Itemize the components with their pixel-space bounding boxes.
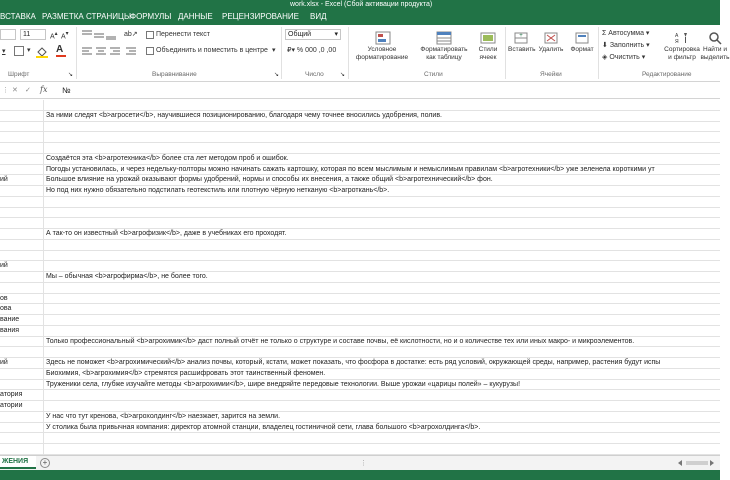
merge-dropdown-icon[interactable]: ▾ (272, 47, 276, 54)
autosum-button[interactable]: Σ Автосумма ▾ (602, 30, 650, 37)
align-left-icon[interactable] (82, 47, 138, 58)
cell-col-b[interactable] (46, 401, 720, 412)
table-row (0, 154, 720, 165)
delete-cells-icon (543, 31, 559, 45)
table-row (0, 401, 720, 412)
alignment-dialog-launcher-icon[interactable]: ↘ (274, 72, 280, 78)
number-format-select[interactable] (285, 29, 341, 40)
cell-col-b[interactable] (46, 294, 720, 305)
format-as-table-icon (436, 31, 452, 45)
separator (505, 27, 506, 79)
cell-col-a[interactable] (0, 122, 44, 133)
cell-col-b[interactable]: Создаётся эта <b>агротехника</b> более ста лет методом проб и ошибок. (46, 154, 289, 162)
fill-color-icon[interactable] (36, 46, 48, 60)
tab-insert[interactable]: ВСТАВКА (0, 12, 36, 21)
cell-col-a-text: ий (0, 176, 8, 184)
cell-col-b[interactable] (46, 326, 720, 337)
table-row (0, 390, 720, 401)
sort-filter-button[interactable] (664, 31, 700, 62)
ribbon-tabs (0, 9, 720, 25)
cell-col-b[interactable]: Мы – обычная <b>агрофирма</b>, не более того. (46, 273, 208, 280)
cell-col-a[interactable] (0, 380, 44, 391)
cell-col-b[interactable]: За ними следят <b>агросети</b>, научившиеся позиционированию, благодаря чему точнее вносились удобрения, полив. (46, 111, 442, 119)
cell-col-a[interactable] (0, 272, 44, 283)
table-row (0, 283, 720, 294)
tab-data[interactable]: ДАННЫЕ (178, 12, 213, 21)
cell-col-b[interactable] (46, 390, 720, 401)
enter-icon[interactable]: ✓ (25, 87, 31, 94)
table-row (0, 272, 720, 283)
find-select-button[interactable] (700, 31, 730, 62)
table-row (0, 358, 720, 369)
ribbon (0, 25, 730, 82)
sort-filter-label: Сортировка и фильтр (664, 46, 700, 61)
cell-col-b[interactable]: Здесь не поможет <b>агрохимический</b> анализ почвы, который, кстати, может показать, что фосфора в достатке: есть ряд условий, окружающей среды, например, растения будут испы (46, 359, 661, 366)
cell-styles-button[interactable] (474, 31, 502, 62)
cell-col-b[interactable] (46, 304, 720, 315)
cell-col-b[interactable]: Только профессиональный <b>агрохимик</b> даст полный отчёт не только о структуре и составе почвы, её кислотности, но и о количестве тех или иных макро- и микроэлементов. (46, 337, 635, 345)
table-row (0, 369, 720, 380)
cell-col-a-text: ова (0, 305, 12, 313)
cell-col-b[interactable]: Погоды установилась, и через недельку-полторы можно начинать сажать картошку, которая по всем мыслимым и немыслимым правилам <b>агротехники</b> уже зеленела короткими ут (46, 165, 655, 173)
cell-col-b[interactable] (46, 347, 720, 358)
chevron-down-icon: ▾ (334, 31, 338, 38)
tab-view[interactable]: ВИД (310, 12, 327, 21)
eraser-icon: ◈ (602, 54, 608, 61)
cell-col-a-text: атории (0, 402, 23, 409)
cell-col-b[interactable] (46, 251, 720, 262)
format-cells-label: Формат (570, 46, 594, 53)
group-label-styles: Стили (424, 71, 443, 78)
cell-col-b[interactable] (46, 143, 720, 154)
insert-cells-label: Вставить (508, 46, 536, 53)
format-cells-icon (574, 31, 590, 45)
font-size-value: 11 (23, 31, 31, 38)
cell-col-a[interactable] (0, 390, 44, 401)
table-row (0, 197, 720, 208)
worksheet-grid[interactable] (0, 100, 720, 455)
sort-filter-icon (674, 31, 690, 45)
cell-col-a-text: ий (0, 359, 8, 366)
cell-col-a[interactable] (0, 444, 44, 455)
cell-col-a[interactable] (0, 326, 44, 337)
font-grow-icon[interactable]: A▴ (50, 31, 58, 41)
svg-text:Я: Я (675, 39, 679, 45)
borders-icon[interactable] (14, 46, 24, 56)
cell-col-a[interactable] (0, 208, 44, 219)
dropdown-arrow-icon[interactable]: ▾ (27, 47, 31, 54)
clear-label: Очистить (609, 54, 640, 61)
cell-col-b[interactable] (46, 218, 720, 229)
cell-col-a[interactable] (0, 165, 44, 176)
font-name-box[interactable] (0, 29, 16, 40)
window-title: work.xlsx - Excel (Сбой активации продукта) (290, 1, 433, 8)
font-color-icon[interactable]: A (56, 44, 66, 57)
table-row (0, 143, 720, 154)
group-label-editing: Редактирование (642, 71, 692, 78)
cancel-icon[interactable]: ✕ (12, 87, 18, 94)
tab-review[interactable]: РЕЦЕНЗИРОВАНИЕ (222, 12, 299, 21)
autosum-label: Автосумма (608, 30, 644, 37)
cell-col-b[interactable] (46, 315, 720, 326)
cell-col-a[interactable] (0, 315, 44, 326)
wrap-text-button[interactable]: Перенести текст (156, 31, 210, 38)
conditional-formatting-label: Условное форматирование (355, 46, 409, 61)
find-select-label: Найти и выделить (700, 46, 730, 61)
horizontal-scrollbar[interactable] (676, 459, 716, 467)
cell-col-a[interactable] (0, 283, 44, 294)
cell-col-a[interactable] (0, 251, 44, 262)
clear-button[interactable]: ◈ Очистить ▾ (602, 54, 646, 61)
fill-button[interactable]: ⬇ Заполнить ▾ (602, 42, 650, 49)
cell-col-b[interactable]: У столика была привычная компания: директор атомной станции, владелец гостиничной сети, глава большого <b>агрохолдинга</b>. (46, 423, 481, 431)
table-row (0, 218, 720, 229)
group-label-font: Шрифт (8, 71, 30, 78)
cell-col-b[interactable]: У нас что тут кренова, <b>агрохолдинг</b> наезжает, зарится на земли. (46, 412, 281, 420)
table-row (0, 261, 720, 272)
sigma-icon: Σ (602, 30, 607, 37)
cell-col-a[interactable] (0, 111, 44, 122)
table-row (0, 444, 720, 455)
insert-cells-icon (513, 31, 529, 45)
table-row (0, 186, 720, 197)
format-as-table-button[interactable] (418, 31, 470, 62)
group-label-number: Число (305, 71, 324, 78)
cell-styles-label: Стили ячеек (478, 46, 498, 61)
group-label-alignment: Выравнивание (152, 71, 197, 78)
formula-bar (0, 83, 720, 99)
cell-col-a[interactable] (0, 423, 44, 434)
sheet-tab[interactable]: ЖЕНИЯ (0, 456, 36, 469)
cell-col-a-text: ий (0, 262, 8, 270)
table-row (0, 100, 720, 111)
table-row (0, 347, 720, 358)
tab-splitter-icon[interactable]: ⋮ (360, 460, 367, 467)
table-row (0, 111, 720, 122)
sheet-tab-bar (0, 455, 720, 470)
cell-col-a[interactable] (0, 197, 44, 208)
cell-col-a[interactable] (0, 369, 44, 380)
cell-col-b[interactable] (46, 240, 720, 251)
cell-col-b[interactable] (46, 208, 720, 219)
table-row (0, 132, 720, 143)
title-bar (0, 0, 720, 9)
table-row (0, 304, 720, 315)
cell-col-b[interactable]: Большое влияние на урожай оказывают формы удобрений, нормы и способы их внесения, а также общий <b>агротехнический</b> фон. (46, 176, 493, 184)
font-dialog-launcher-icon[interactable]: ↘ (68, 72, 74, 78)
font-size-box[interactable] (20, 29, 46, 40)
font-shrink-icon[interactable]: A▾ (61, 31, 69, 41)
table-row (0, 229, 720, 240)
cell-col-b[interactable] (46, 261, 720, 272)
cell-col-a-text: атория (0, 391, 23, 399)
conditional-formatting-icon (375, 31, 391, 45)
cell-col-a-text: вание (0, 316, 20, 323)
fill-down-icon: ⬇ (602, 42, 608, 49)
table-row (0, 175, 720, 186)
add-sheet-icon[interactable]: + (40, 458, 50, 468)
delete-cells-button[interactable] (536, 31, 566, 54)
table-row (0, 240, 720, 251)
svg-text:А: А (675, 33, 679, 39)
cell-col-a[interactable] (0, 294, 44, 305)
cell-col-a[interactable] (0, 412, 44, 423)
formula-bar-dots-icon: ⋮ (2, 87, 9, 94)
cell-col-b[interactable]: Но под них нужно обязательно подстилать геотекстиль или плотную чёрную нетканую <b>агроткань</b>. (46, 187, 390, 194)
insert-cells-button[interactable] (508, 31, 534, 54)
svg-text:+: + (519, 33, 523, 39)
table-row (0, 165, 720, 176)
cell-col-a[interactable] (0, 154, 44, 165)
separator (598, 27, 599, 79)
table-row (0, 412, 720, 423)
cell-col-a[interactable] (0, 175, 44, 186)
cell-col-a[interactable] (0, 218, 44, 229)
insert-function-icon[interactable]: fx (40, 85, 48, 94)
cell-col-a[interactable] (0, 143, 44, 154)
cell-col-a[interactable] (0, 240, 44, 251)
cell-col-a[interactable] (0, 401, 44, 412)
cell-col-a[interactable] (0, 261, 44, 272)
cell-col-b[interactable] (46, 433, 720, 444)
number-dialog-launcher-icon[interactable]: ↘ (340, 72, 346, 78)
cell-col-a[interactable] (0, 132, 44, 143)
group-label-cells: Ячейки (540, 71, 562, 78)
magnifier-icon (707, 31, 723, 45)
cell-styles-icon (480, 31, 496, 45)
table-row (0, 122, 720, 133)
table-row (0, 337, 720, 348)
cell-col-a[interactable] (0, 186, 44, 197)
format-cells-button[interactable] (568, 31, 596, 54)
cell-col-a[interactable] (0, 229, 44, 240)
cell-col-b[interactable]: Труженики села, глубже изучайте методы <b>агрохимии</b>, шире внедряйте передовые технологии. Выше урожаи «царицы полей» – кукурузы! (46, 380, 521, 388)
table-row (0, 294, 720, 305)
table-row (0, 315, 720, 326)
table-row (0, 251, 720, 262)
status-bar (0, 470, 720, 480)
cell-col-a-text: вания (0, 326, 20, 334)
cell-col-a[interactable] (0, 337, 44, 348)
cell-col-b[interactable] (46, 100, 720, 111)
align-top-icon[interactable] (82, 30, 116, 42)
merge-center-button[interactable]: Объединить и поместить в центре (156, 47, 268, 54)
table-row (0, 380, 720, 391)
separator (348, 27, 349, 79)
cell-col-a[interactable] (0, 100, 44, 111)
cell-col-b[interactable] (46, 122, 720, 133)
cell-col-a[interactable] (0, 433, 44, 444)
orientation-icon[interactable]: ab↗ (124, 31, 138, 38)
table-row (0, 423, 720, 434)
delete-cells-label: Удалить (538, 46, 564, 53)
format-as-table-label: Форматировать как таблицу (420, 46, 468, 61)
wrap-text-icon (146, 31, 154, 39)
fill-label: Заполнить (609, 42, 645, 49)
separator (281, 27, 282, 79)
cell-col-a-text: ов (0, 294, 8, 302)
underline-icon[interactable]: ▾ (2, 48, 6, 55)
cell-col-b[interactable]: Биохимия, <b>агрохимия</b> стремятся расшифровать этот таинственный феномен. (46, 369, 326, 377)
formula-input[interactable]: № (62, 86, 71, 95)
cell-col-a[interactable] (0, 304, 44, 315)
separator (76, 27, 77, 79)
tab-formulas[interactable]: ФОРМУЛЫ (130, 12, 172, 21)
cell-col-b[interactable] (46, 283, 720, 294)
cell-col-a[interactable] (0, 347, 44, 358)
cell-col-b[interactable] (46, 444, 720, 455)
cell-col-b[interactable] (46, 197, 720, 208)
table-row (0, 208, 720, 219)
currency-format-icon[interactable]: ₽▾ % 000 ,0 ,00 (287, 47, 337, 54)
table-row (0, 433, 720, 444)
merge-icon (146, 47, 154, 55)
cell-col-a[interactable] (0, 358, 44, 369)
cell-col-b[interactable]: А так-то он известный <b>агрофизик</b>, даже в учебниках его проходят. (46, 230, 287, 237)
number-format-value: Общий (288, 31, 312, 38)
tab-page-layout[interactable]: РАЗМЕТКА СТРАНИЦЫ (42, 12, 132, 21)
table-row (0, 326, 720, 337)
conditional-formatting-button[interactable] (354, 31, 412, 62)
cell-col-b[interactable] (46, 132, 720, 143)
